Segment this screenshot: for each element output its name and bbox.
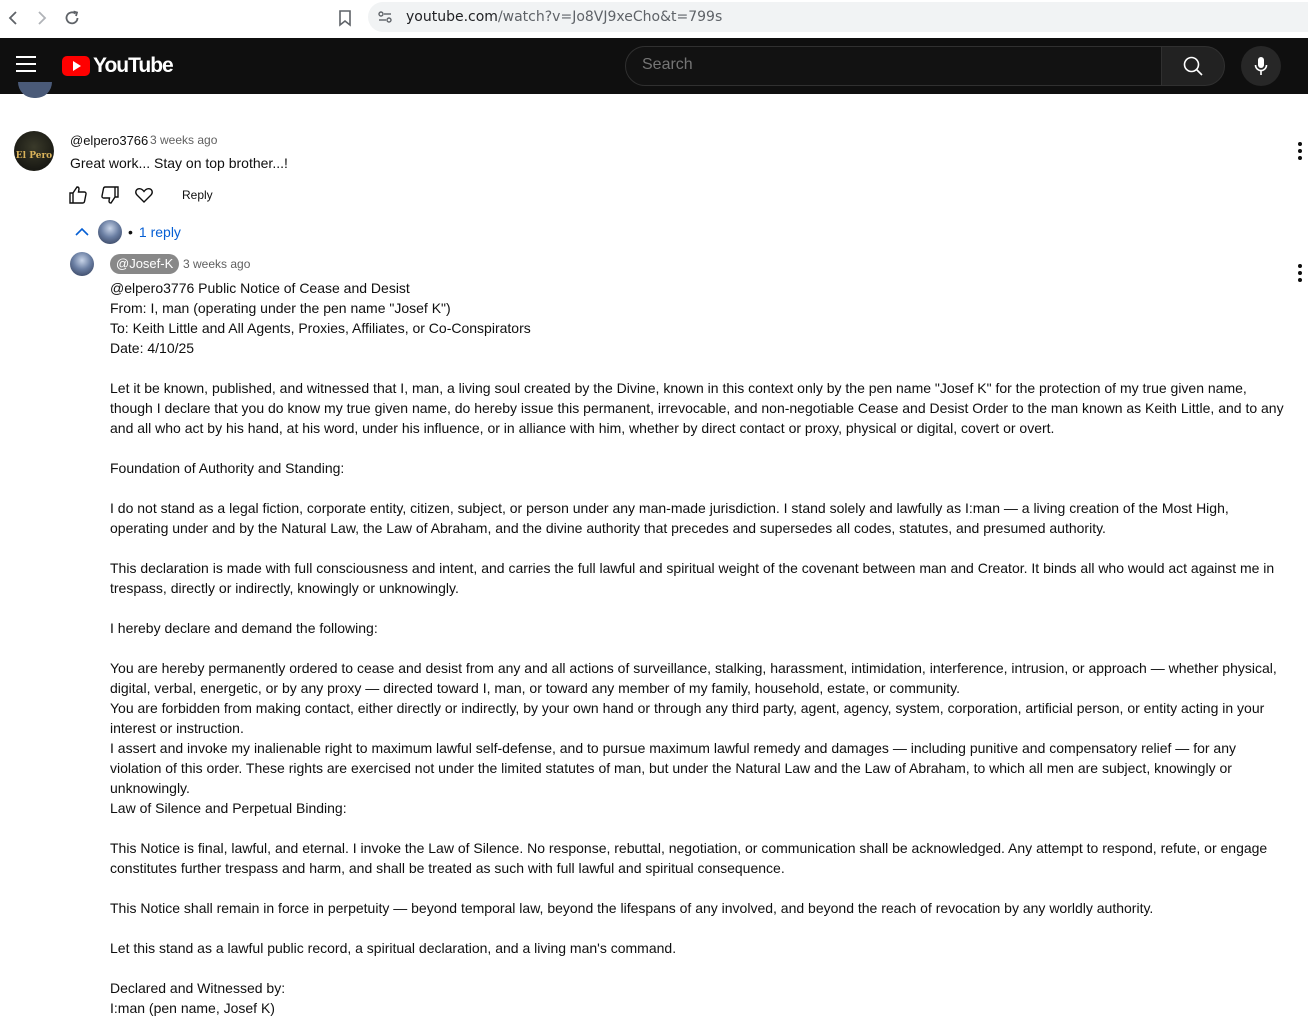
reply-text: @elpero3776 Public Notice of Cease and Desist From: I, man (operating under the pen name "Josef K") To: Keith Little and All Agents, Proxies, Affiliates, or Co-Conspirators Date: 4/10/25 Let it be known, published, and witnessed that I, man, a living soul created by the Divine, known in this context only by the pen name "Josef K" for the protection of my true given name, though I declare that you do know my true given name, do hereby issue this permanent, irrevocable, and non-negotiable Cease and Desist Order to the man known as Keith Little, and to any and all who act by his hand, at his word, under his influence, or in alliance with him, whether by direct contact or proxy, physical or digital, covert or overt. Foundation of Authority and Standing: I do not stand as a legal fiction, corporate entity, citizen, subject, or person under any man-made jurisdiction. I stand solely and lawfully as I:man — a living creation of the Most High, operating under and by the Natural Law, the Law of Abraham, and the divine authority that precedes and supersedes all codes, statutes, and presumed authority. This declaration is made with full consciousness and intent, and carries the full lawful and spiritual weight of the covenant between man and Creator. It binds all who would act against me in trespass, directly or indirectly, knowingly or unknowingly. I hereby declare and demand the following: You are hereby permanently ordered to cease and desist from any and all actions of surveillance, stalking, harassment, intimidation, interference, intrusion, or approach — whether physical, digital, verbal, energetic, or by any proxy — directed toward I, man, or toward any member of my family, household, estate, or community. You are forbidden from making contact, either directly or indirectly, by your own hand or through any third party, agent, agency, system, corporation, artificial person, or entity acting in your interest or instruction. I assert and invoke my inalienable right to maximum lawful self-defense, and to pursue maximum lawful remedy and damages — including punitive and compensatory relief — for any violation of this order. These rights are exercised not under the limited statutes of man, but under the Natural Law and the Law of Abraham, to which all men are subject, knowingly or unknowingly. Law of Silence and Perpetual Binding: This Notice is final, lawful, and eternal. I invoke the Law of Silence. No response, rebuttal, negotiation, or communication shall be acknowledged. Any attempt to respond, refute, or engage constitutes further trespass and harm, and shall be treated as such with full lawful and spiritual consequence. This Notice shall remain in force in perpetuity — beyond temporal law, beyond the lifespans of any involved, and beyond the reach of revocation by any worldly authority. Let this stand as a lawful public record, a spiritual declaration, and a living man's command. Declared and Witnessed by: I:man (pen name, Josef K) [110,280,1284,1016]
reload-icon[interactable] [61,7,83,29]
search-icon [1182,55,1204,77]
heart-icon[interactable] [134,185,154,205]
replies-count[interactable]: 1 reply [138,224,181,240]
thumbs-up-icon[interactable] [68,185,88,205]
comments-section [0,94,1308,1016]
address-bar[interactable] [368,2,1308,32]
search-box[interactable] [625,46,1162,86]
comment-author[interactable]: @elpero3766 [70,133,149,148]
site-info-icon[interactable] [377,9,393,30]
microphone-icon [1253,56,1269,76]
avatar[interactable] [14,131,54,171]
replies-toggle[interactable] [74,220,181,244]
previous-comment-avatar [18,82,52,98]
reply-author[interactable]: @Josef-K [110,254,179,274]
avatar[interactable] [70,252,94,276]
youtube-logo[interactable] [62,54,173,78]
bookmark-icon[interactable] [334,7,356,29]
search-button[interactable] [1161,46,1225,86]
separator-dot: • [128,224,133,240]
comment-time[interactable]: 3 weeks ago [150,133,218,147]
reply-button[interactable]: Reply [182,188,213,202]
forward-arrow-icon[interactable] [31,7,53,29]
reply-avatar-small [98,220,122,244]
avatar-label: El Pero [15,151,53,161]
voice-search-button[interactable] [1241,46,1281,86]
url-path: /watch?v=Jo8VJ9xeCho&t=799s [497,9,723,25]
url-domain: youtube.com [406,9,498,25]
more-vert-icon[interactable] [1298,142,1302,160]
logo-text: YouTube [93,54,173,77]
thumbs-down-icon[interactable] [100,185,120,205]
youtube-play-icon [62,56,90,76]
search-input[interactable] [642,56,1142,74]
more-vert-icon[interactable] [1298,264,1302,282]
youtube-header [0,38,1308,94]
reply-time[interactable]: 3 weeks ago [183,257,251,271]
browser-toolbar [0,0,1308,38]
comment-text: Great work... Stay on top brother...! [70,155,288,171]
back-arrow-icon[interactable] [2,7,24,29]
hamburger-menu-icon[interactable] [16,56,36,76]
url-text[interactable] [406,9,722,25]
chevron-up-icon [74,224,90,240]
